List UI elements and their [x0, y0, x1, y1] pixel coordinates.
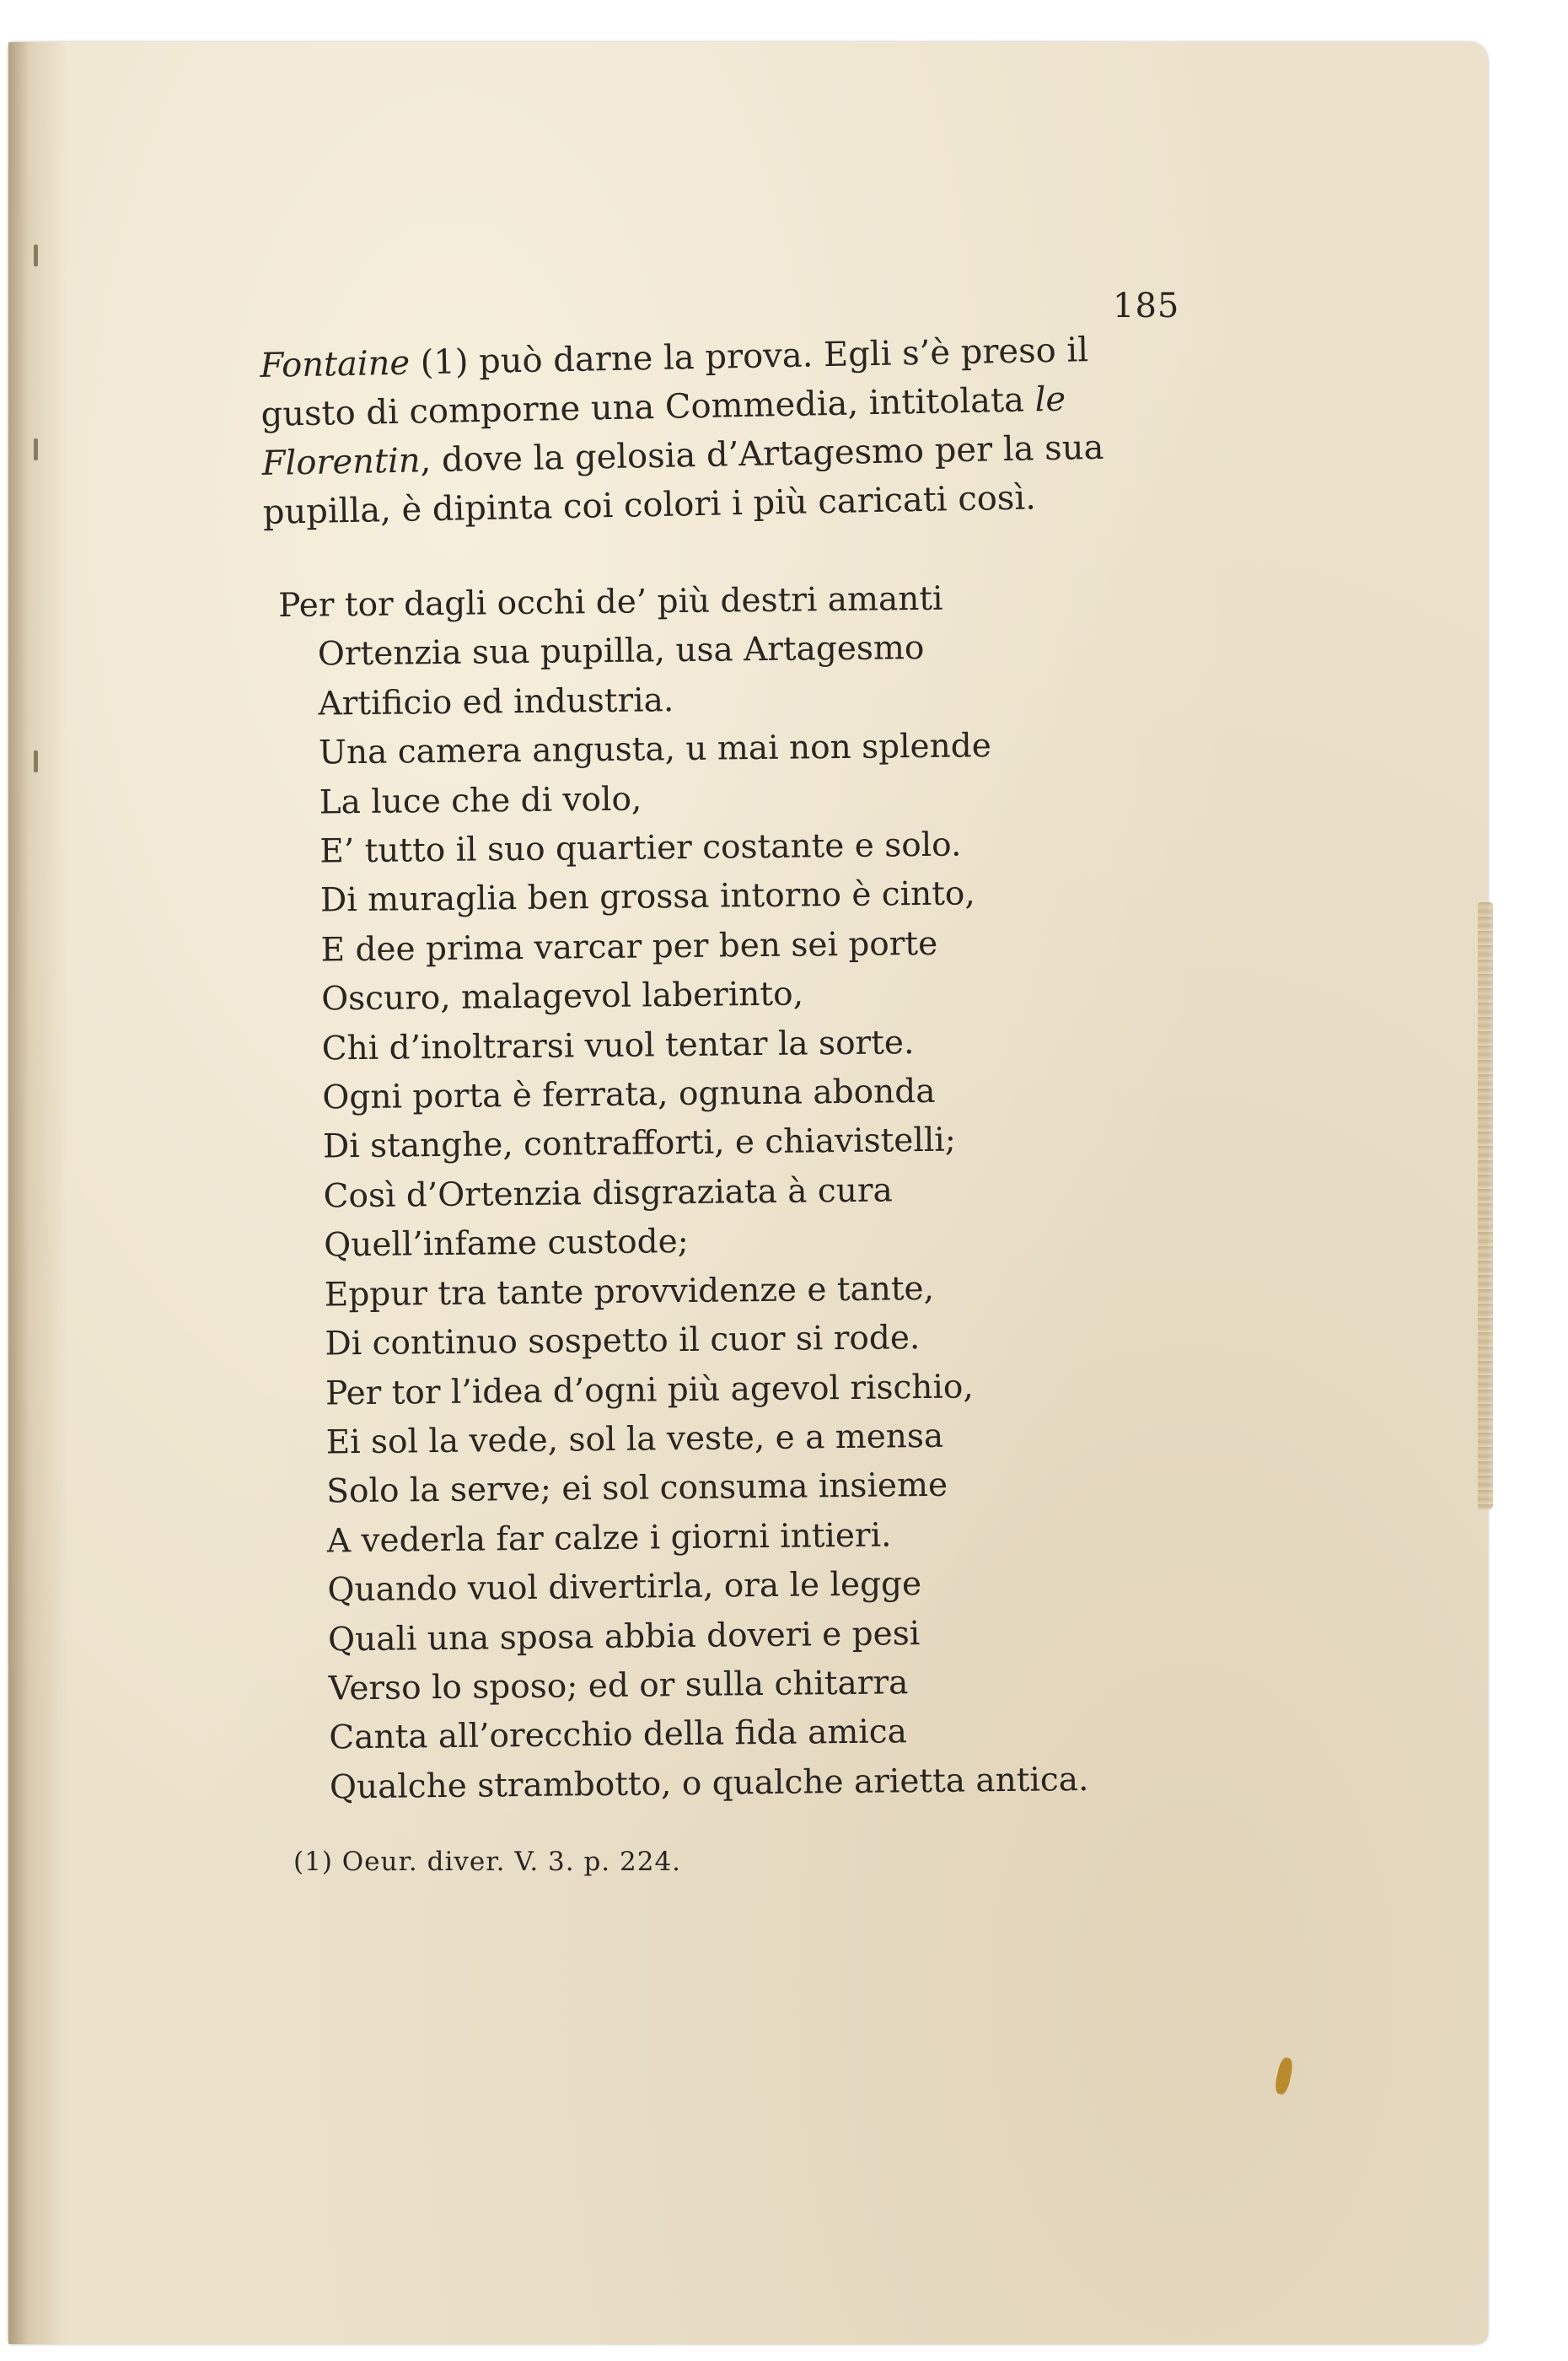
prose-line-text: (1) può darne la prova. Egli s’è preso il: [409, 331, 1089, 383]
binding-stitch: [34, 245, 38, 266]
poem-verse: Qualche strambotto, o qualche arietta antica.: [329, 1760, 1089, 1807]
italic-term: le: [1034, 379, 1066, 420]
poem-verse: Chi d’inoltrarsi vuol tentar la sorte.: [321, 1023, 915, 1068]
poem-verse: Quali una sposa abbia doveri e pesi: [327, 1614, 921, 1659]
poem-verse: A vederla far calze i giorni intieri.: [326, 1516, 892, 1561]
poem-verse: E dee prima varcar per ben sei porte: [320, 924, 938, 970]
prose-paragraph: [260, 324, 1182, 537]
poem-verse: Solo la serve; ei sol consuma insieme: [326, 1466, 948, 1511]
binding-edge: [8, 42, 67, 2344]
poem-verse: Quando vuol divertirla, ora le legge: [327, 1565, 922, 1610]
poem-verse: Ortenzia sua pupilla, usa Artagesmo: [317, 629, 925, 674]
poem-verse: Di stanghe, contrafforti, e chiavistelli;: [322, 1121, 957, 1166]
poem-verse: Di continuo sospetto il cuor si rode.: [325, 1319, 921, 1363]
prose-line-text: gusto di comporne una Commedia, intitolata: [260, 380, 1036, 434]
poem-verse: Canta all’orecchio della fida amica: [329, 1713, 908, 1757]
poem-verse: La luce che di volo,: [319, 780, 642, 822]
poem-verse: E’ tutto il suo quartier costante e solo.: [320, 826, 962, 871]
poem-verse: Verso lo sposo; ed or sulla chitarra: [328, 1664, 909, 1708]
poem-verse: Per tor l’idea d’ogni più agevol rischio,: [325, 1367, 974, 1412]
binding-stitch: [34, 438, 38, 460]
footnote: (1) Oeur. diver. V. 3. p. 224.: [293, 1847, 682, 1877]
poem-verse: Ogni porta è ferrata, ognuna abonda: [322, 1072, 936, 1117]
binding-stitch: [34, 750, 38, 772]
poem-verse: Oscuro, malagevol laberinto,: [320, 975, 804, 1019]
ink-stain: [1274, 2057, 1295, 2095]
poem-quotation: [278, 573, 1134, 1814]
poem-verse: Eppur tra tante provvidenze e tante,: [324, 1269, 935, 1315]
poem-verse: Ei sol la vede, sol la veste, e a mensa: [325, 1417, 944, 1462]
prose-line-text: pupilla, è dipinta coi colori i più caricati così.: [262, 478, 1037, 532]
poem-verse: Per tor dagli occhi de’ più destri amanti: [278, 579, 943, 625]
poem-verse: Di muraglia ben grossa intorno è cinto,: [320, 874, 976, 920]
italic-term: Florentin: [261, 441, 422, 483]
poem-verse: Quell’infame custode;: [324, 1223, 690, 1265]
poem-verse: Artificio ed industria.: [318, 680, 674, 723]
page-number: 185: [1113, 287, 1180, 325]
poem-verse: Una camera angusta, u mai non splende: [318, 727, 992, 772]
prose-line-text: , dove la gelosia d’Artagesmo per la sua: [420, 428, 1104, 481]
italic-term: Fontaine: [260, 343, 411, 385]
poem-verse: Così d’Ortenzia disgraziata à cura: [323, 1171, 893, 1216]
worn-page-edge: [1478, 902, 1493, 1509]
